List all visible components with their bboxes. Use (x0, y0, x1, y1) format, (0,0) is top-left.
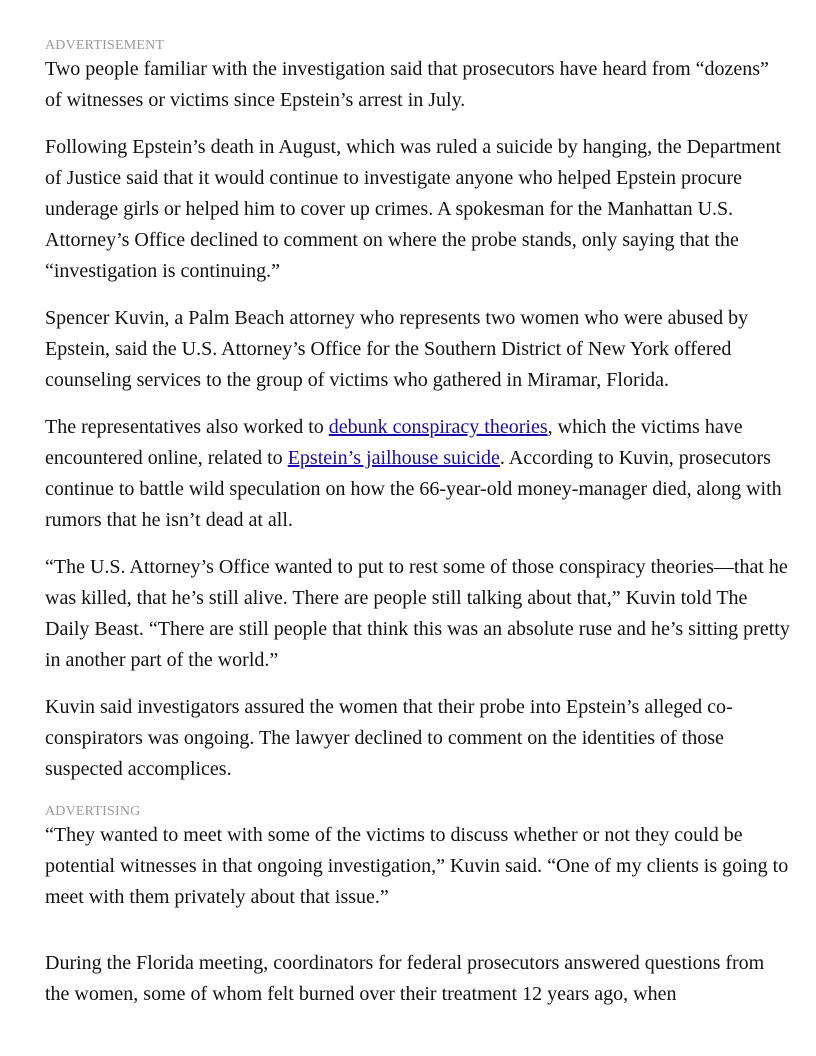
paragraph-7: “They wanted to meet with some of the victims to discuss whether or not they could be potential witnesses in that ongoing investigation,” Kuvin said. “One of my clients is going to meet with them privately about that issue.” (45, 824, 789, 908)
advertising-label-mid: ADVERTISING (45, 804, 141, 819)
paragraph-5: “The U.S. Attorney’s Office wanted to put to rest some of those conspiracy theories—that he was killed, that he’s still alive. There are people still talking about that,” Kuvin told The Daily Beast. “There are still people that think this was an absolute ruse and he’s sitting pretty in another part of the world.” (45, 556, 790, 671)
paragraph-8: During the Florida meeting, coordinators for federal prosecutors answered questions from the women, some of whom felt burned over their treatment 12 years ago, when (45, 952, 765, 1005)
paragraph-4-text-b: , which the victims have encountered online, related to (45, 416, 743, 469)
article-body (45, 37, 790, 1026)
jailhouse-suicide-link[interactable]: Epstein’s jailhouse suicide (287, 447, 500, 469)
paragraph-1: Two people familiar with the investigation said that prosecutors have heard from “dozens” of witnesses or victims since Epstein’s arrest in July. (45, 58, 769, 111)
paragraph-6: Kuvin said investigators assured the women that their probe into Epstein’s alleged co-conspirators was ongoing. The lawyer declined to comment on the identities of those suspected accomplices. (45, 696, 733, 780)
paragraph-4-text-a: The representatives also worked to (45, 416, 329, 438)
paragraph-4 (45, 412, 790, 536)
ad-spacer (45, 929, 790, 948)
paragraph-2: Following Epstein’s death in August, which was ruled a suicide by hanging, the Department of Justice said that it would continue to investigate anyone who helped Epstein procure underage girls or helped him to cover up crimes. A spokesman for the Manhattan U.S. Attorney’s Office declined to comment on where the probe stands, only saying that the “investigation is continuing.” (45, 136, 781, 282)
paragraph-3: Spencer Kuvin, a Palm Beach attorney who represents two women who were abused by Epstein, said the U.S. Attorney’s Office for the Southern District of New York offered counseling services to the group of victims who gathered in Miramar, Florida. (45, 307, 749, 391)
advertisement-label-top: ADVERTISEMENT (45, 38, 165, 53)
debunk-conspiracy-theories-link[interactable]: debunk conspiracy theories (328, 416, 548, 438)
paragraph-4-text-c: . According to Kuvin, prosecutors continue to battle wild speculation on how the 66-year-old money-manager died, along with rumors that he isn’t dead at all. (45, 447, 782, 531)
